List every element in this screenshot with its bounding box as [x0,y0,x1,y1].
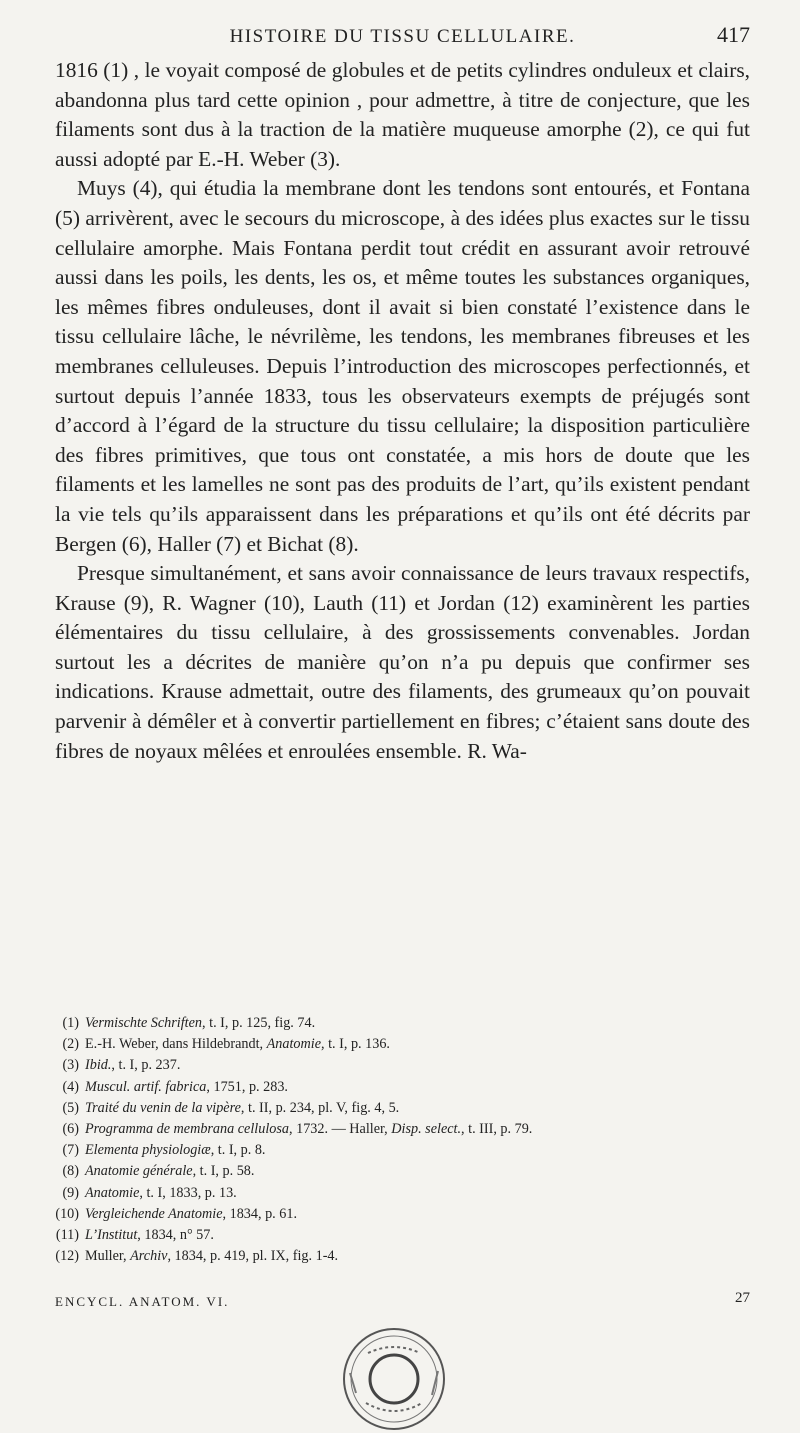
footnote-2: (2) E.-H. Weber, dans Hildebrandt, Anatomie, t. I, p. 136. [62,1036,390,1053]
body-text [55,56,750,766]
signature-line [55,1290,750,1310]
library-stamp-icon [338,1323,450,1433]
footnote-8: (8) Anatomie générale, t. I, p. 58. [62,1163,255,1180]
paragraph-3: Presque simultanément, et sans avoir connaissance de leurs travaux respectifs, Krause (9), R. Wagner (10), Lauth (11) et Jordan (12) examinèrent les parties élémentaires du tissu cellulaire, à des grossissements convenables. Jordan surtout les a décrites de manière qu’on n’a pu depuis que confirmer ses indications. Krause admettait, outre des filaments, des grumeaux qu’on pouvait parvenir à démêler et à convertir partiellement en fibres; c’étaient sans doute des fibres de noyaux mêlées et enroulées ensemble. R. Wa- [55,561,750,763]
footnote-7: (7) Elementa physiologiæ, t. I, p. 8. [62,1142,266,1159]
footnote-6: (6) Programma de membrana cellulosa, 1732. — Haller, Disp. select., t. III, p. 79. [62,1121,533,1138]
footnote-4: (4) Muscul. artif. fabrica, 1751, p. 283. [62,1078,288,1095]
signature-text: ENCYCL. ANATOM. VI. [55,1294,230,1309]
footnote-12: (12) Muller, Archiv, 1834, p. 419, pl. IX, fig. 1-4. [55,1248,339,1265]
running-head: HISTOIRE DU TISSU CELLULAIRE. [229,26,576,47]
footnote-5: (5) Traité du venin de la vipère, t. II, p. 234, pl. V, fig. 4, 5. [62,1099,400,1116]
paragraph-1: 1816 (1) , le voyait composé de globules et de petits cylindres onduleux et clairs, abandonna plus tard cette opinion , pour admettre, à titre de conjecture, que les filaments sont dus à la traction de la matière muqueuse amorphe (2), ce qui fut aussi adopté par E.-H. Weber (3). [55,58,750,171]
footnote-10: (10) Vergleichende Anatomie, 1834, p. 61. [55,1205,297,1222]
signature-mark: 27 [735,1290,750,1306]
page-number: 417 [717,22,750,47]
paragraph-2: Muys (4), qui étudia la membrane dont les tendons sont entourés, et Fontana (5) arrivèrent, avec le secours du microscope, à des idées plus exactes sur le tissu cellulaire amorphe. Mais Fontana perdit tout crédit en assurant avoir retrouvé aussi dans les poils, les dents, les os, et même toutes les substances organiques, les mêmes fibres onduleuses, dont il avait si bien constaté l’existence dans le tissu cellulaire lâche, le névrilème, les tendons, les membranes fibreuses et les membranes celluleuses. Depuis l’introduction des microscopes perfectionnés, et surtout depuis l’année 1833, tous les observateurs exempts de préjugés sont d’accord à l’égard de la structure du tissu cellulaire; la disposition particulière des fibres primitives, que tous ont constatée, a mis hors de doute que les filaments et les lamelles ne sont pas des produits de l’art, qu’ils existent pendant la vie tels qu’ils apparaissent dans les préparations et qu’ils ont été décrits par Bergen (6), Haller (7) et Bichat (8). [55,176,750,556]
footnote-1: (1) Vermischte Schriften, t. I, p. 125, fig. 74. [62,1015,316,1031]
page-header [55,22,750,52]
footnotes [55,1013,750,1267]
footnote-9: (9) Anatomie, t. I, 1833, p. 13. [62,1184,237,1201]
footnote-11: (11) L’Institut, 1834, n° 57. [55,1227,214,1244]
footnote-3: (3) Ibid., t. I, p. 237. [62,1057,181,1074]
